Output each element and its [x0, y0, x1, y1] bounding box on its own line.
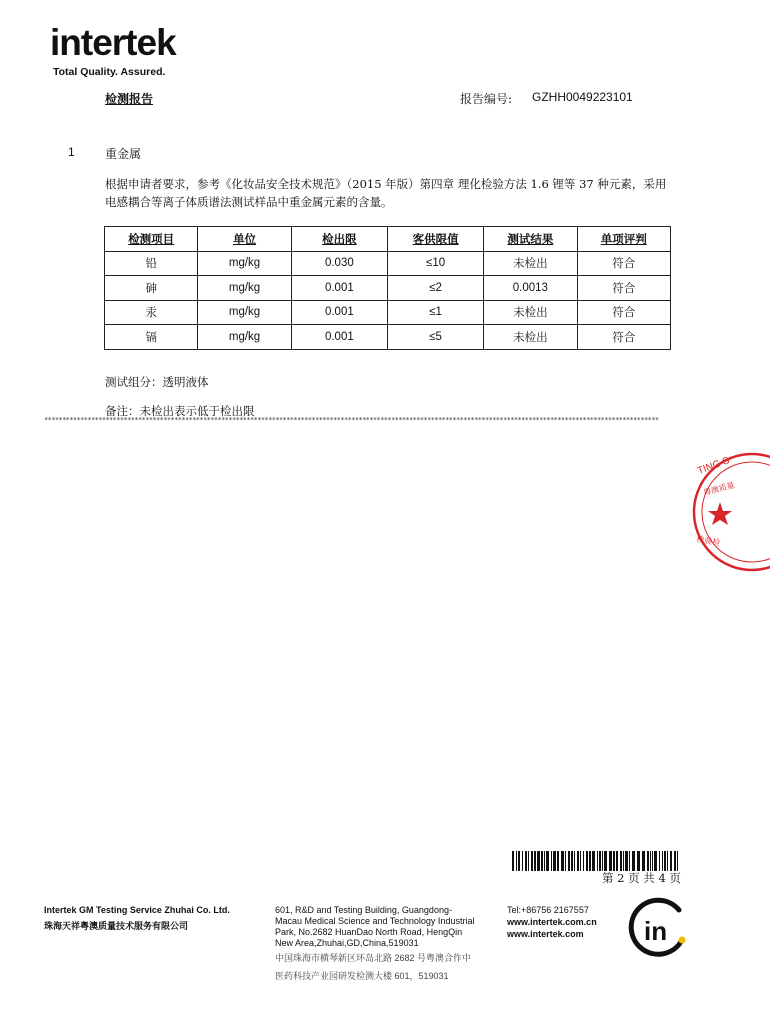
- barcode-bar: [546, 851, 549, 871]
- table-row: [105, 325, 671, 350]
- header-cell-item: 检测项目: [105, 227, 198, 252]
- barcode-bar: [589, 851, 591, 871]
- test-component-note: 测试组分：透明液体: [105, 375, 209, 389]
- barcode-bar: [551, 851, 552, 871]
- method-paragraph: 根据申请者要求，参考《化妆品安全技术规范》（2015 年版）第四章 理化检验方法 1.6 锂等 37 种元素，采用电感耦合等离子体质谱法测试样品中重金属元素的含量。: [105, 177, 667, 209]
- table-cell: 未检出: [484, 300, 577, 325]
- logo-dot-icon: [679, 937, 686, 944]
- table-cell: 未检出: [484, 325, 577, 350]
- barcode-bar: [674, 851, 676, 871]
- barcode-bar: [571, 851, 573, 871]
- barcode-bar: [544, 851, 545, 871]
- table-cell: 铅: [105, 251, 198, 276]
- barcode-bar: [512, 851, 514, 871]
- intertek-in-logo-icon: [627, 896, 691, 960]
- results-table: [104, 226, 671, 350]
- barcode-bar: [537, 851, 540, 871]
- barcode-bar: [557, 851, 559, 871]
- table-cell: 未检出: [484, 251, 577, 276]
- barcode-bar: [632, 851, 635, 871]
- barcode-bar: [620, 851, 622, 871]
- barcode-bar: [616, 851, 618, 871]
- stamp-text-bottom: 检验检: [695, 534, 721, 548]
- table-header-row: [105, 227, 671, 252]
- barcode-bar: [642, 851, 645, 871]
- table-cell: 砷: [105, 276, 198, 301]
- end-of-report-separator: **************************************************************************************************************************************************************************: [44, 416, 659, 424]
- barcode-bar: [574, 851, 575, 871]
- barcode-bar: [534, 851, 536, 871]
- table-cell: 镉: [105, 325, 198, 350]
- barcode-bar: [662, 851, 663, 871]
- table-cell: mg/kg: [198, 325, 291, 350]
- barcode-bar: [670, 851, 672, 871]
- table-cell: ≤5: [387, 325, 483, 350]
- table-cell: ≤10: [387, 251, 483, 276]
- barcode-bar: [531, 851, 533, 871]
- table-cell: 0.0013: [484, 276, 577, 301]
- barcode-bar: [592, 851, 595, 871]
- table-cell: 0.001: [291, 276, 387, 301]
- footer-address-line: Macau Medical Science and Technology Industrial: [275, 916, 475, 926]
- logo-mark-text: in: [644, 916, 668, 946]
- table-cell: mg/kg: [198, 276, 291, 301]
- report-barcode: [512, 851, 682, 871]
- footer-address-cn-line2: 医药科技产业园研发检测大楼 601，519031: [275, 971, 449, 981]
- footer-address-line: 601, R&D and Testing Building, Guangdong-: [275, 905, 452, 915]
- barcode-bar: [623, 851, 624, 871]
- table-cell: 符合: [577, 325, 670, 350]
- barcode-bar: [561, 851, 564, 871]
- table-cell: 符合: [577, 276, 670, 301]
- footer-address-line: Park, No.2682 HuanDao North Road, HengQin: [275, 927, 463, 937]
- footer-website-link[interactable]: www.intertek.com: [507, 929, 584, 939]
- barcode-bar: [664, 851, 666, 871]
- barcode-bar: [583, 851, 584, 871]
- footer-address-en: [275, 905, 500, 949]
- barcode-bar: [553, 851, 556, 871]
- table-cell: 0.001: [291, 300, 387, 325]
- barcode-bar: [580, 851, 581, 871]
- stamp-text-mid: 粤澳质量: [702, 480, 736, 498]
- footer-website-cn-link[interactable]: www.intertek.com.cn: [507, 917, 597, 927]
- barcode-bar: [654, 851, 657, 871]
- table-row: [105, 300, 671, 325]
- header-cell-unit: 单位: [198, 227, 291, 252]
- table-row: [105, 276, 671, 301]
- stamp-star-icon: [708, 502, 732, 525]
- barcode-bar: [609, 851, 612, 871]
- barcode-bar: [629, 851, 630, 871]
- barcode-bar: [637, 851, 640, 871]
- barcode-bar: [652, 851, 653, 871]
- header-cell-mdl: 检出限: [291, 227, 387, 252]
- barcode-bar: [565, 851, 566, 871]
- footer-company-name-cn: 珠海天祥粤澳质量技术服务有限公司: [44, 921, 189, 931]
- barcode-bar: [516, 851, 517, 871]
- barcode-bar: [568, 851, 570, 871]
- table-cell: ≤1: [387, 300, 483, 325]
- header-cell-limit: 客供限值: [387, 227, 483, 252]
- section-title: 重金属: [105, 147, 142, 161]
- barcode-bar: [586, 851, 588, 871]
- barcode-bar: [613, 851, 615, 871]
- barcode-bar: [659, 851, 660, 871]
- remark-note: 备注：未检出表示低于检出限: [105, 404, 255, 418]
- intertek-logo: intertek: [50, 22, 176, 63]
- header-cell-conclusion: 单项评判: [577, 227, 670, 252]
- table-cell: 0.001: [291, 325, 387, 350]
- barcode-bar: [525, 851, 527, 871]
- barcode-bar: [667, 851, 668, 871]
- barcode-bar: [647, 851, 649, 871]
- table-cell: 汞: [105, 300, 198, 325]
- footer-company-name-en: Intertek GM Testing Service Zhuhai Co. Ltd.: [44, 905, 230, 915]
- header-cell-result: 测试结果: [484, 227, 577, 252]
- barcode-bar: [602, 851, 603, 871]
- barcode-bar: [650, 851, 651, 871]
- stamp-text-top: TING S: [695, 455, 732, 477]
- barcode-bar: [597, 851, 598, 871]
- report-number-label: 报告编号:: [460, 92, 513, 106]
- report-number: GZHH0049223101: [532, 90, 633, 104]
- barcode-bar: [604, 851, 607, 871]
- table-cell: mg/kg: [198, 300, 291, 325]
- barcode-bar: [528, 851, 529, 871]
- table-cell: 符合: [577, 300, 670, 325]
- table-cell: 符合: [577, 251, 670, 276]
- barcode-bar: [518, 851, 520, 871]
- table-cell: 0.030: [291, 251, 387, 276]
- report-title: 检测报告: [105, 92, 154, 106]
- footer-address-cn-line1: 中国珠海市横琴新区环岛北路 2682 号粤澳合作中: [275, 953, 472, 963]
- barcode-bar: [625, 851, 628, 871]
- barcode-bar: [541, 851, 543, 871]
- table-cell: mg/kg: [198, 251, 291, 276]
- page-number: 第 2 页 共 4 页: [602, 871, 681, 885]
- table-row: [105, 251, 671, 276]
- barcode-bar: [577, 851, 579, 871]
- barcode-bar: [677, 851, 678, 871]
- barcode-bar: [522, 851, 523, 871]
- section-number: 1: [68, 145, 75, 159]
- barcode-bar: [599, 851, 601, 871]
- logo-tagline: Total Quality. Assured.: [53, 66, 166, 78]
- footer-telephone: Tel:+86756 2167557: [507, 905, 589, 915]
- footer-address-line: New Area,Zhuhai,GD,China,519031: [275, 938, 419, 948]
- official-seal-stamp: [690, 450, 736, 574]
- table-cell: ≤2: [387, 276, 483, 301]
